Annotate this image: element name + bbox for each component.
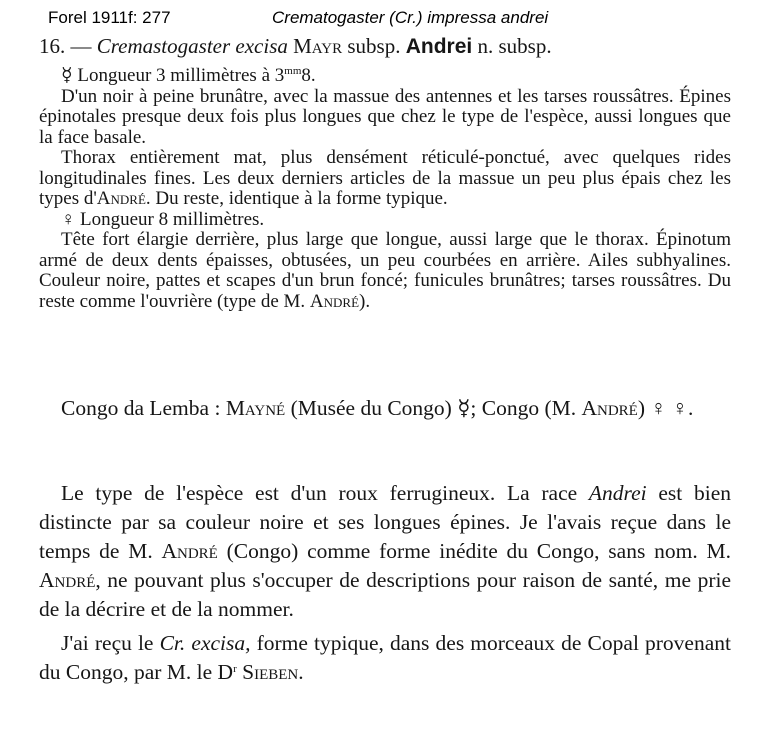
- female-symbol: ♀: [61, 208, 76, 230]
- female-paragraph-1: Tête fort élargie derrière, plus large que longue, aussi large que le thorax. Épinotum armé de deux dents épaisses, obtusées, un peu courbées en arrière. Ailes subhyalines. Couleur noire, pattes et scapes d'un brun foncé; funicules brunâtres; tarses roussâtres. Du reste comme l'ouvrière (type de M. André).: [39, 229, 731, 312]
- subsp-label: subsp.: [347, 34, 401, 58]
- worker-paragraph-2: Thorax entièrement mat, plus densément réticulé-ponctué, avec quelques rides longitudinales fines. Les deux derniers articles de la massue un peu plus épais chez les types d'André. Du reste, identique à la forme typique.: [39, 147, 731, 209]
- discussion: [39, 479, 731, 687]
- subspecies-name: Andrei: [405, 35, 473, 58]
- page-header-taxon: Crematogaster (Cr.) impressa andrei: [272, 8, 549, 27]
- species-number: 16. —: [39, 34, 92, 58]
- title-suffix: n. subsp.: [477, 34, 552, 58]
- species-author: Mayr: [293, 34, 343, 58]
- species-title: [39, 33, 731, 60]
- discussion-paragraph-1: Le type de l'espèce est d'un roux ferrugineux. La race Andrei est bien distincte par sa couleur noire et ses longues épines. Je l'avais reçue dans le temps de M. André (Congo) comme forme inédite du Congo, sans nom. M. André, ne pouvant plus s'occuper de descriptions pour raison de santé, me prie de la décrire et de la nommer.: [39, 481, 731, 621]
- discussion-paragraph-2: J'ai reçu le Cr. excisa, forme typique, dans des morceaux de Copal provenant du Congo, par M. le $D^r$ Sieben.: [39, 631, 731, 684]
- locality-paragraph: Congo da Lemba : Mayné (Musée du Congo) ☿; Congo (M. André) ♀ ♀.: [61, 396, 694, 420]
- female-length: ♀ Longueur 8 millimètres.: [61, 208, 265, 230]
- worker-length: ☿ Longueur 3 millimètres à $3^{mm}8$.: [61, 65, 316, 86]
- worker-description: [39, 66, 731, 312]
- genus-species: Cremastogaster excisa: [96, 34, 288, 58]
- worker-symbol: ☿: [61, 65, 73, 86]
- worker-paragraph-1: D'un noir à peine brunâtre, avec la massue des antennes et les tarses roussâtres. Épines épinotales presque deux fois plus longues que chez le type de l'espèce, aussi longues que la face basale.: [39, 85, 731, 148]
- page-header-citation: Forel 1911f: 277: [48, 8, 171, 27]
